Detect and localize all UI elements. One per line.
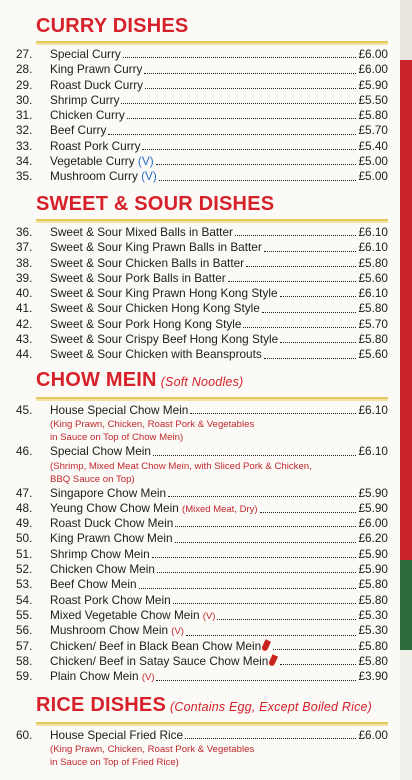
- item-number: 54.: [16, 592, 33, 607]
- dot-leader: [186, 623, 357, 635]
- item-price: £5.80: [358, 592, 388, 607]
- menu-item: [16, 638, 388, 654]
- item-number: 49.: [16, 516, 33, 531]
- item-price: £5.80: [358, 255, 388, 270]
- item-name: Sweet & Sour Chicken Balls in Batter: [50, 255, 245, 270]
- dot-leader: [175, 516, 356, 527]
- item-number: 56.: [16, 623, 33, 638]
- section-heading: RICE DISHES (Contains Egg, Except Boiled Rice): [36, 693, 388, 724]
- item-name: King Prawn Curry: [50, 62, 143, 77]
- menu-item: [16, 240, 388, 255]
- menu-item: [16, 108, 388, 123]
- item-price: £5.70: [358, 123, 388, 138]
- menu-item: [16, 62, 388, 77]
- section-rice-dishes: [16, 693, 388, 769]
- item-price: £6.00: [358, 516, 388, 531]
- item-number: 50.: [16, 531, 33, 546]
- item-number: 42.: [16, 316, 33, 331]
- item-price: £5.90: [358, 562, 388, 577]
- dot-leader: [139, 577, 357, 588]
- section-chow-mein: [16, 368, 388, 684]
- menu-item: [16, 485, 388, 501]
- menu-item: [16, 444, 388, 459]
- item-name: Roast Pork Chow Mein: [50, 592, 171, 607]
- item-number: 38.: [16, 255, 33, 270]
- item-price: £5.60: [358, 347, 388, 362]
- item-price: £5.60: [358, 270, 388, 285]
- item-name: Chicken Curry: [50, 108, 125, 123]
- item-name: Beef Chow Mein: [50, 577, 137, 592]
- item-number: 55.: [16, 607, 33, 622]
- item-number: 27.: [16, 47, 33, 61]
- dot-leader: [260, 501, 357, 513]
- dot-leader: [144, 62, 356, 73]
- item-price: £6.10: [358, 240, 388, 255]
- item-price: £5.80: [358, 108, 388, 123]
- dot-leader: [123, 47, 357, 58]
- item-name: Mixed Vegetable Chow Mein: [50, 607, 200, 622]
- item-price: £5.00: [358, 154, 388, 169]
- dot-leader: [121, 93, 356, 104]
- item-price: £6.00: [358, 47, 388, 61]
- section-heading: SWEET & SOUR DISHES: [36, 192, 388, 221]
- dot-leader: [280, 286, 357, 297]
- item-number: 32.: [16, 123, 33, 138]
- item-description: (King Prawn, Chicken, Roast Pork & Vegetables in Sauce on Top of Chow Mein): [50, 419, 255, 444]
- item-name: King Prawn Chow Mein: [50, 531, 173, 546]
- item-price: £5.80: [358, 577, 388, 592]
- menu-item: [16, 347, 388, 362]
- menu-item: [16, 546, 388, 562]
- menu-item: [16, 255, 388, 271]
- item-name: Sweet & Sour Pork Hong Kong Style: [50, 316, 242, 331]
- menu-item: [16, 47, 388, 62]
- item-name: Sweet & Sour King Prawn Hong Kong Style: [50, 286, 278, 301]
- item-price: £5.80: [358, 301, 388, 316]
- item-number: 43.: [16, 332, 33, 347]
- dot-leader: [145, 78, 356, 89]
- menu-item: [16, 531, 388, 546]
- item-name: House Special Fried Rice: [50, 728, 184, 742]
- item-price: £5.90: [358, 546, 388, 561]
- vegetarian-tag: (V): [137, 154, 154, 169]
- dot-leader: [264, 347, 357, 358]
- dot-leader: [273, 639, 356, 650]
- item-price: £5.80: [358, 653, 388, 668]
- dot-leader: [262, 301, 357, 312]
- item-number: 35.: [16, 169, 33, 184]
- item-number: 53.: [16, 577, 33, 592]
- dot-leader: [152, 547, 357, 558]
- item-name: Special Curry: [50, 47, 121, 61]
- item-number: 60.: [16, 728, 33, 742]
- dot-leader: [157, 562, 357, 573]
- section-heading: CHOW MEIN (Soft Noodles): [36, 368, 388, 399]
- section-curry-dishes: [16, 14, 388, 185]
- menu-item: [16, 669, 388, 684]
- menu-item: [16, 500, 388, 516]
- menu-item: [16, 577, 388, 592]
- item-name: Sweet & Sour Pork Balls in Batter: [50, 270, 226, 285]
- page-edge-band: [400, 0, 412, 780]
- menu-item: [16, 332, 388, 347]
- item-name: Roast Duck Curry: [50, 77, 144, 92]
- item-name: Plain Chow Mein: [50, 669, 139, 684]
- dot-leader: [243, 317, 356, 328]
- item-name: Singapore Chow Mein: [50, 485, 167, 500]
- item-number: 40.: [16, 286, 33, 301]
- item-name: Chicken/ Beef in Black Bean Chow Mein: [50, 638, 262, 653]
- item-name: Yeung Chow Chow Mein: [50, 500, 179, 515]
- dot-leader: [159, 169, 357, 180]
- item-number: 52.: [16, 562, 33, 577]
- item-name: Special Chow Mein: [50, 444, 151, 459]
- menu-item: [16, 270, 388, 286]
- menu-item: [16, 138, 388, 154]
- item-name: Beef Curry: [50, 123, 107, 138]
- dot-leader: [173, 593, 357, 604]
- item-price: £5.90: [358, 500, 388, 515]
- item-number: 39.: [16, 270, 33, 285]
- item-price: £6.10: [358, 403, 388, 417]
- dot-leader: [175, 531, 357, 542]
- item-name: Chicken/ Beef in Satay Sauce Chow Mein: [50, 653, 269, 668]
- dot-leader: [127, 108, 357, 119]
- menu-item: [16, 154, 388, 169]
- item-number: 37.: [16, 240, 33, 255]
- item-name: House Special Chow Mein: [50, 403, 189, 417]
- menu-item: [16, 623, 388, 638]
- item-number: 46.: [16, 444, 33, 459]
- item-price: £5.90: [358, 485, 388, 500]
- item-name: Sweet & Sour Chicken Hong Kong Style: [50, 301, 260, 316]
- item-price: £6.10: [358, 444, 388, 459]
- menu-item: [16, 562, 388, 577]
- item-number: 30.: [16, 92, 33, 107]
- item-number: 31.: [16, 108, 33, 123]
- item-number: 28.: [16, 62, 33, 77]
- item-number: 45.: [16, 403, 33, 417]
- dot-leader: [168, 486, 356, 497]
- dot-leader: [153, 444, 356, 455]
- menu-item: [16, 516, 388, 531]
- item-name: Sweet & Sour Crispy Beef Hong Kong Style: [50, 332, 279, 347]
- item-price: £5.90: [358, 77, 388, 92]
- dot-leader: [156, 154, 357, 165]
- menu-item: [16, 77, 388, 93]
- dot-leader: [280, 332, 356, 343]
- vegetarian-tag: (V): [141, 169, 157, 184]
- menu-item: [16, 169, 388, 184]
- item-number: 57.: [16, 638, 33, 653]
- dot-leader: [156, 669, 356, 681]
- menu-item: [16, 123, 388, 138]
- item-price: £3.90: [358, 669, 388, 684]
- item-number: 33.: [16, 138, 33, 153]
- item-price: £6.10: [358, 225, 388, 239]
- item-name: Mushroom Chow Mein: [50, 623, 169, 638]
- item-number: 36.: [16, 225, 33, 239]
- item-number: 58.: [16, 653, 33, 668]
- dot-leader: [228, 271, 357, 282]
- item-price: £5.00: [358, 169, 388, 184]
- menu-item: [16, 728, 388, 743]
- item-name: Sweet & Sour Chicken with Beansprouts: [50, 347, 262, 362]
- item-name: Mushroom Curry: [50, 169, 138, 184]
- item-number: 51.: [16, 546, 33, 561]
- item-note: (V): [171, 626, 184, 638]
- item-note: (Mixed Meat, Dry): [182, 503, 258, 515]
- item-price: £5.80: [358, 638, 388, 653]
- dot-leader: [217, 608, 356, 620]
- item-name: Roast Pork Curry: [50, 138, 141, 153]
- item-description: (King Prawn, Chicken, Roast Pork & Vegetables in Sauce on Top of Fried Rice): [50, 744, 255, 769]
- item-price: £5.70: [358, 316, 388, 331]
- chili-icon: [268, 654, 278, 667]
- dot-leader: [142, 139, 356, 150]
- item-price: £6.20: [358, 531, 388, 546]
- item-number: 29.: [16, 77, 33, 92]
- menu-item: [16, 592, 388, 608]
- dot-leader: [190, 403, 356, 414]
- item-price: £5.30: [358, 607, 388, 622]
- item-number: 48.: [16, 500, 33, 515]
- item-note: (V): [141, 672, 155, 684]
- dot-leader: [246, 256, 356, 267]
- item-price: £6.10: [358, 286, 388, 301]
- item-name: Shrimp Chow Mein: [50, 546, 150, 561]
- item-price: £5.80: [358, 332, 388, 347]
- chili-icon: [261, 639, 271, 652]
- item-number: 34.: [16, 154, 33, 169]
- menu-item: [16, 286, 388, 301]
- dot-leader: [280, 654, 356, 665]
- menu-item: [16, 653, 388, 669]
- item-price: £5.50: [358, 92, 388, 107]
- menu-item: [16, 301, 388, 316]
- menu-item: [16, 225, 388, 240]
- menu-item: [16, 92, 388, 108]
- section-sweet-sour-dishes: [16, 192, 388, 363]
- item-price: £6.00: [358, 62, 388, 77]
- item-name: Vegetable Curry: [50, 154, 135, 169]
- dot-leader: [264, 240, 357, 251]
- item-note: (V): [202, 610, 216, 622]
- item-name: Shrimp Curry: [50, 92, 120, 107]
- item-name: Sweet & Sour Mixed Balls in Batter: [50, 225, 233, 239]
- menu-item: [16, 403, 388, 418]
- item-price: £5.40: [358, 138, 388, 153]
- menu-item: [16, 607, 388, 623]
- item-number: 41.: [16, 301, 33, 316]
- item-name: Sweet & Sour King Prawn Balls in Batter: [50, 240, 262, 255]
- dot-leader: [185, 728, 356, 739]
- section-heading: CURRY DISHES: [36, 14, 388, 43]
- item-number: 59.: [16, 669, 33, 684]
- dot-leader: [235, 225, 357, 236]
- item-name: Chicken Chow Mein: [50, 562, 155, 577]
- item-number: 47.: [16, 485, 33, 500]
- dot-leader: [108, 123, 356, 134]
- item-price: £6.00: [358, 728, 388, 742]
- item-description: (Shrimp, Mixed Meat Chow Mein, with Sliced Pork & Chicken, BBQ Sauce on Top): [50, 460, 312, 485]
- item-name: Roast Duck Chow Mein: [50, 516, 174, 531]
- item-price: £5.30: [358, 623, 388, 638]
- menu-item: [16, 316, 388, 332]
- item-number: 44.: [16, 347, 33, 362]
